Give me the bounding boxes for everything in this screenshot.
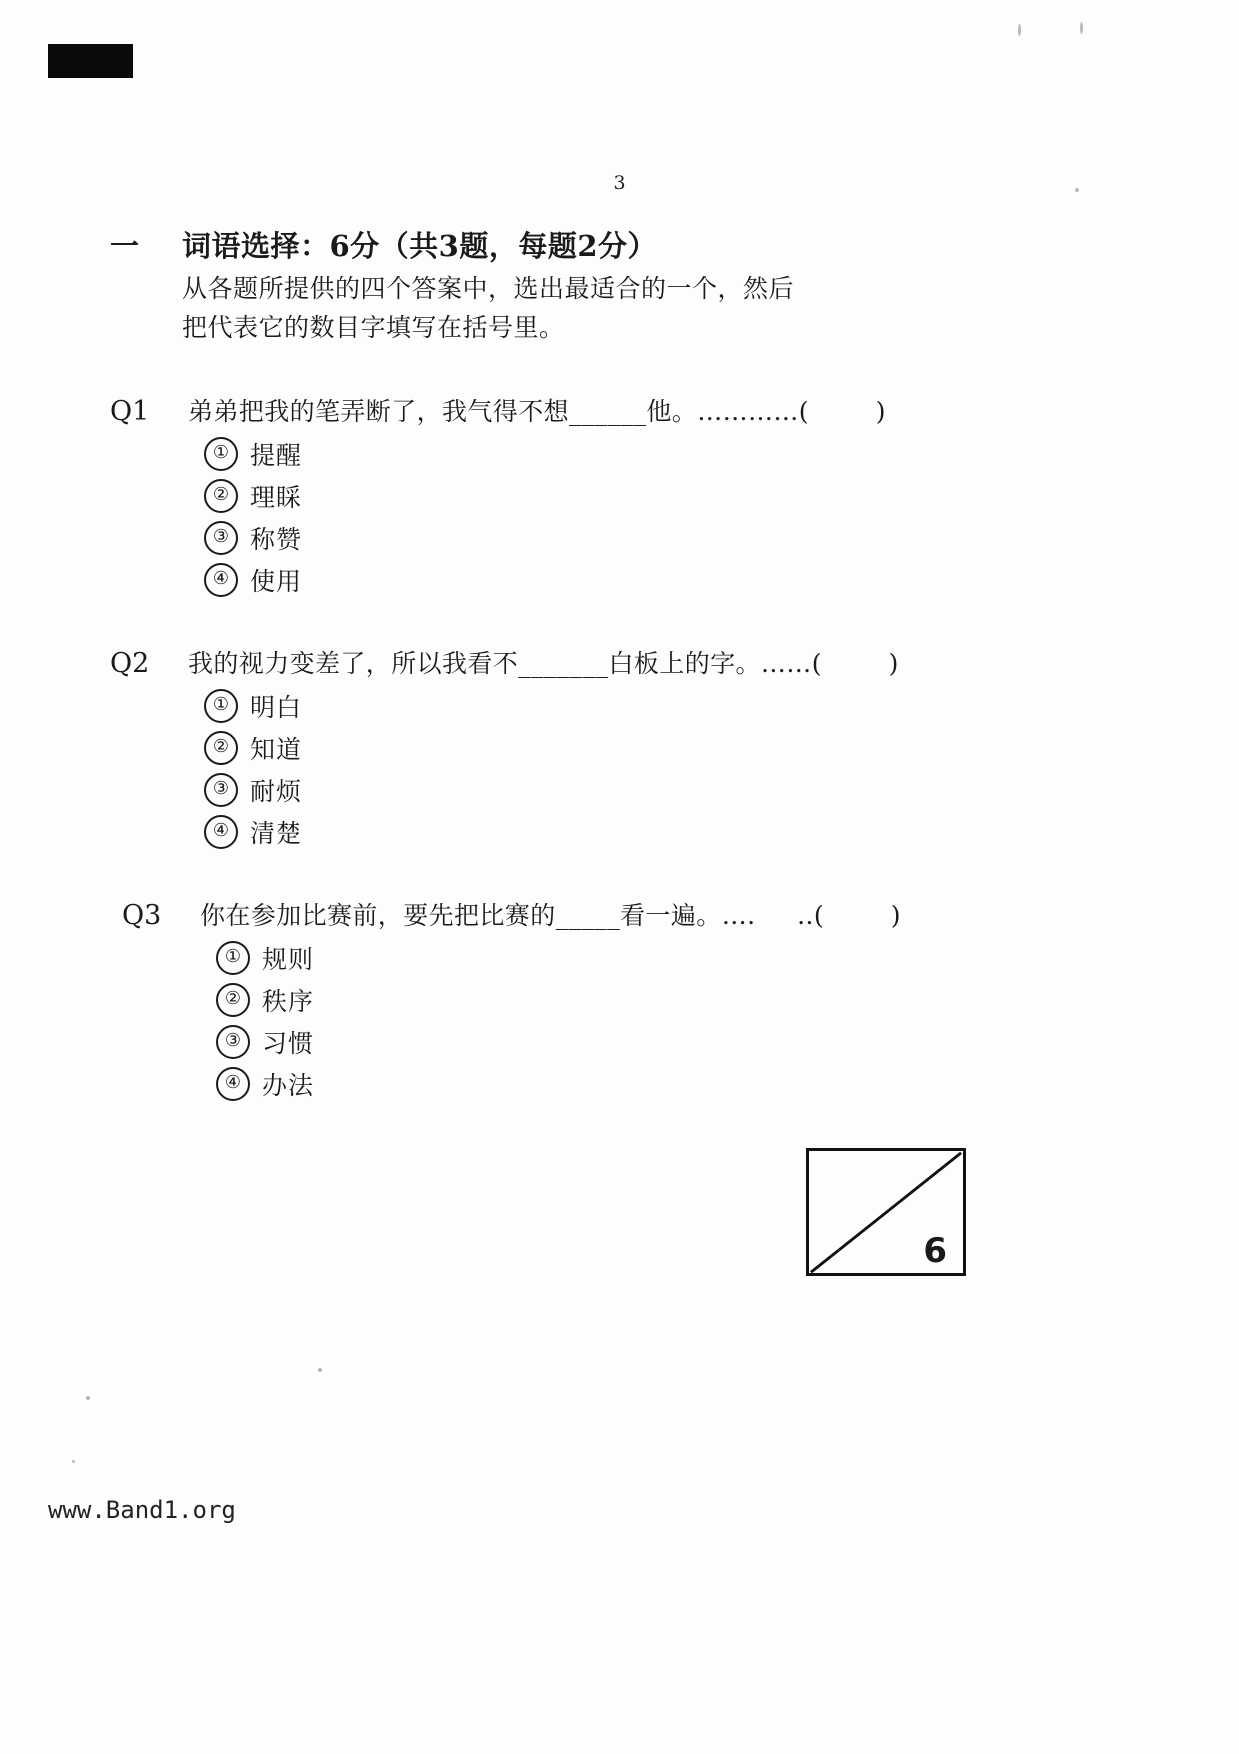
- marks-box: [806, 1148, 966, 1276]
- question-block: [110, 392, 1120, 598]
- option-label: 明白: [250, 692, 303, 722]
- option-number: ②: [204, 731, 238, 765]
- scan-speck: [318, 1368, 322, 1372]
- scan-speck: [1018, 24, 1021, 36]
- option-number: ①: [204, 437, 238, 471]
- section-title: 词语选择：6分（共3题，每题2分）: [182, 229, 658, 263]
- redaction-bar: [48, 44, 133, 78]
- option-item[interactable]: [216, 1024, 1120, 1060]
- scan-speck: [72, 1460, 75, 1463]
- question-block: [122, 896, 1120, 1102]
- question-text: 我的视力变差了，所以我看不_______白板上的字。……( ): [188, 648, 899, 678]
- section-instructions: [182, 270, 1120, 348]
- option-number: ①: [204, 689, 238, 723]
- option-list: [204, 688, 1120, 850]
- option-item[interactable]: [204, 562, 1120, 598]
- instructions-line-1: 从各题所提供的四个答案中，选出最适合的一个，然后: [182, 274, 795, 304]
- option-label: 秩序: [262, 986, 315, 1016]
- option-number: ④: [216, 1067, 250, 1101]
- page-number: 3: [613, 172, 626, 194]
- option-item[interactable]: [204, 688, 1120, 724]
- option-item[interactable]: [204, 478, 1120, 514]
- option-item[interactable]: [204, 730, 1120, 766]
- footer-url: www.Band1.org: [48, 1496, 236, 1524]
- option-list: [216, 940, 1120, 1102]
- option-number: ③: [204, 521, 238, 555]
- section-marker: 一: [110, 229, 140, 263]
- question-text: 弟弟把我的笔弄断了，我气得不想______他。…………( ): [188, 396, 886, 426]
- option-label: 称赞: [250, 524, 303, 554]
- option-number: ③: [216, 1025, 250, 1059]
- question-stem-row: [110, 392, 1120, 428]
- question-label: Q2: [110, 647, 150, 679]
- option-label: 习惯: [262, 1028, 315, 1058]
- option-label: 提醒: [250, 440, 303, 470]
- option-number: ①: [216, 941, 250, 975]
- instructions-line-2: 把代表它的数目字填写在括号里。: [182, 313, 565, 342]
- marks-total: 6: [923, 1231, 947, 1271]
- option-label: 知道: [250, 734, 303, 764]
- question-block: [110, 644, 1120, 850]
- option-label: 规则: [262, 944, 315, 974]
- option-item[interactable]: [216, 1066, 1120, 1102]
- question-stem-row: [122, 896, 1120, 932]
- option-number: ②: [204, 479, 238, 513]
- option-item[interactable]: [216, 940, 1120, 976]
- option-label: 耐烦: [250, 776, 303, 806]
- exam-content: [110, 228, 1120, 1148]
- question-label: Q1: [110, 395, 150, 427]
- scan-speck: [86, 1396, 90, 1400]
- option-label: 清楚: [250, 818, 303, 848]
- question-text: 你在参加比赛前，要先把比赛的_____看一遍。…. ..( ): [200, 900, 901, 930]
- question-list: [110, 392, 1120, 1102]
- scan-speck: [1080, 22, 1083, 34]
- option-number: ④: [204, 563, 238, 597]
- option-label: 使用: [250, 566, 303, 596]
- option-item[interactable]: [204, 436, 1120, 472]
- question-label: Q3: [122, 899, 162, 931]
- question-stem-row: [110, 644, 1120, 680]
- option-item[interactable]: [216, 982, 1120, 1018]
- section-heading: [110, 228, 1120, 264]
- option-item[interactable]: [204, 772, 1120, 808]
- option-number: ③: [204, 773, 238, 807]
- option-list: [204, 436, 1120, 598]
- option-number: ②: [216, 983, 250, 1017]
- option-number: ④: [204, 815, 238, 849]
- option-item[interactable]: [204, 520, 1120, 556]
- option-item[interactable]: [204, 814, 1120, 850]
- option-label: 理睬: [250, 482, 303, 512]
- option-label: 办法: [262, 1070, 315, 1100]
